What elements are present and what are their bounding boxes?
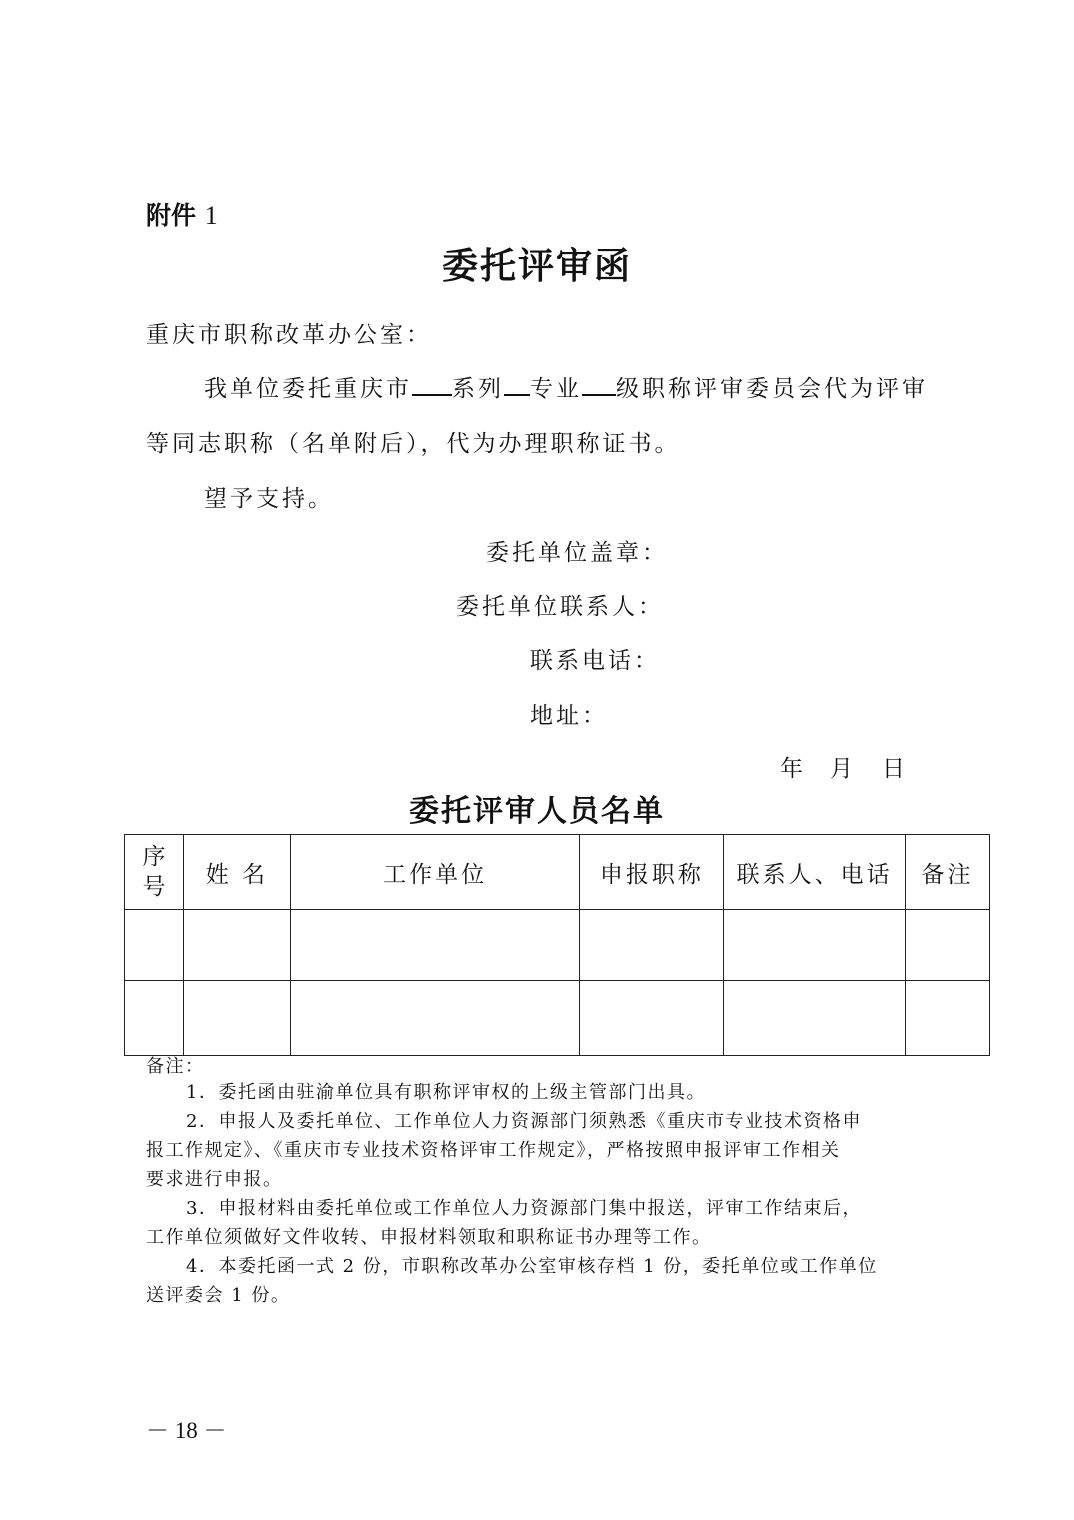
date-day: 日 (882, 756, 908, 782)
table-cell[interactable] (580, 910, 724, 981)
address-label: 地址： (530, 703, 608, 729)
personnel-table (124, 834, 990, 1056)
note-item-2-line-3: 要求进行申报。 (146, 1169, 283, 1190)
table-cell[interactable] (290, 910, 580, 981)
note-item-1: 1．委托函由驻渝单位具有职称评审权的上级主管部门出具。 (186, 1082, 706, 1103)
table-cell[interactable] (183, 910, 290, 981)
attachment-label-text: 附件 (146, 201, 197, 230)
note-item-3-line-1: 3．申报材料由委托单位或工作单位人力资源部门集中报送，评审工作结束后， (186, 1198, 862, 1219)
date-month: 月 (830, 756, 856, 782)
blank-level (582, 374, 616, 396)
note-item-4-line-2: 送评委会 1 份。 (146, 1285, 291, 1306)
header-contact: 联系人、电话 (724, 835, 906, 910)
note-item-3-line-2: 工作单位须做好文件收转、申报材料领取和职称证书办理等工作。 (146, 1227, 712, 1248)
table-cell[interactable] (125, 910, 184, 981)
table-cell[interactable] (906, 910, 990, 981)
header-name: 姓 名 (183, 835, 290, 910)
blank-series (412, 374, 452, 396)
table-cell[interactable] (724, 981, 906, 1056)
paragraph-part-4: 级职称评审委员会代为评审 (616, 376, 928, 402)
note-item-2-line-2: 报工作规定》、《重庆市专业技术资格评审工作规定》，严格按照申报评审工作相关 (146, 1140, 841, 1161)
paragraph-line-1 (204, 370, 928, 403)
page-number: － 18 － (146, 1418, 227, 1443)
attachment-label (146, 196, 218, 232)
table-cell[interactable] (580, 981, 724, 1056)
contact-label: 委托单位联系人： (456, 594, 664, 620)
attachment-number: 1 (204, 201, 218, 230)
blank-specialty (504, 374, 530, 396)
header-serial: 序号 (125, 835, 184, 910)
note-item-4-line-1: 4．本委托函一式 2 份，市职称改革办公室审核存档 1 份，委托单位或工作单位 (186, 1256, 878, 1277)
header-title: 申报职称 (580, 835, 724, 910)
letter-title: 委托评审函 (441, 245, 632, 287)
table-cell[interactable] (906, 981, 990, 1056)
note-item-2-line-1: 2．申报人及委托单位、工作单位人力资源部门须熟悉《重庆市专业技术资格申 (186, 1111, 862, 1132)
date-year: 年 (780, 756, 806, 782)
addressee: 重庆市职称改革办公室： (146, 322, 432, 348)
list-title: 委托评审人员名单 (409, 794, 665, 829)
closing-text: 望予支持。 (204, 486, 334, 512)
table-cell[interactable] (183, 981, 290, 1056)
header-remarks: 备注 (906, 835, 990, 910)
table-cell[interactable] (290, 981, 580, 1056)
paragraph-line-2: 等同志职称（名单附后），代为办理职称证书。 (146, 431, 681, 457)
table-row (125, 910, 990, 981)
header-work-unit: 工作单位 (290, 835, 580, 910)
table-cell[interactable] (125, 981, 184, 1056)
seal-label: 委托单位盖章： (486, 540, 668, 566)
notes-heading: 备注： (146, 1056, 205, 1077)
paragraph-part-2: 系列 (452, 376, 504, 402)
paragraph-part-3: 专业 (530, 376, 582, 402)
table-row (125, 981, 990, 1056)
table-cell[interactable] (724, 910, 906, 981)
phone-label: 联系电话： (530, 648, 660, 674)
paragraph-part-1: 我单位委托重庆市 (204, 376, 412, 402)
table-header-row (125, 835, 990, 910)
